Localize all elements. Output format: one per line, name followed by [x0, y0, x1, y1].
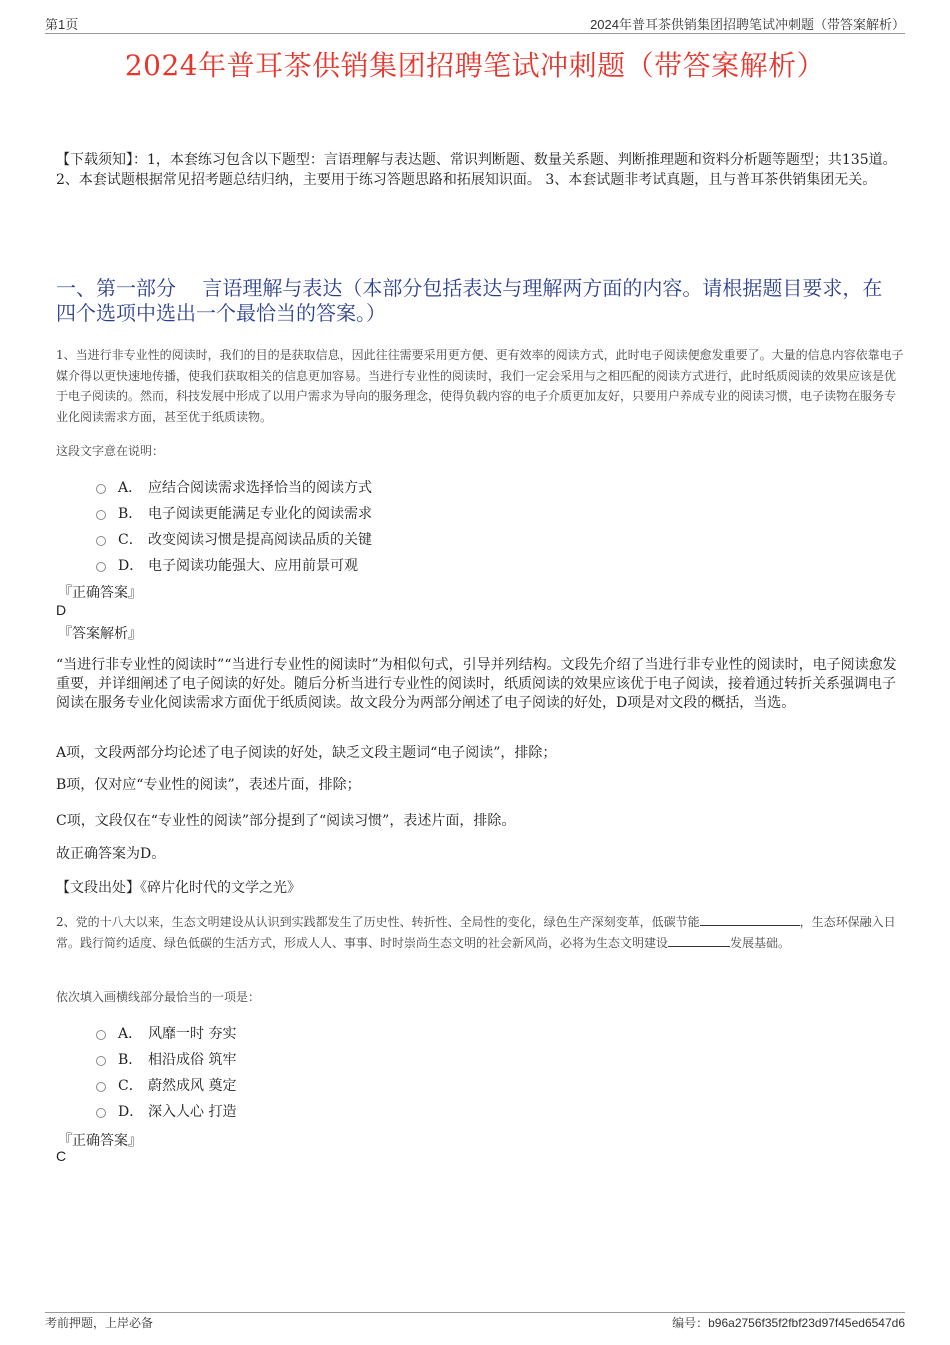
- option-text: 蔚然成风 奠定: [148, 1078, 237, 1094]
- question-1-answer: D: [56, 602, 67, 618]
- option-text: 电子阅读更能满足专业化的阅读需求: [148, 506, 372, 522]
- radio-icon[interactable]: [96, 1108, 106, 1118]
- question-2-option-b[interactable]: [96, 1049, 236, 1069]
- question-2-option-a[interactable]: [96, 1023, 236, 1043]
- header-divider: [45, 33, 905, 34]
- question-2-answer-label: 『正确答案』: [58, 1133, 142, 1149]
- header-title: 2024年普耳茶供销集团招聘笔试冲刺题（带答案解析）: [590, 17, 905, 32]
- footer-document-id: 编号：b96a2756f35f2fbf23d97f45ed6547d6: [672, 1316, 905, 1330]
- question-1-option-c[interactable]: [96, 529, 372, 549]
- radio-icon[interactable]: [96, 1056, 106, 1066]
- blank-line-2: [668, 934, 730, 947]
- option-letter: C．: [118, 532, 143, 548]
- header-page-number: 第1页: [45, 17, 79, 32]
- download-notice: 【下载须知】：1，本套练习包含以下题型：言语理解与表达题、常识判断题、数量关系题、判断推理题和资料分析题等题型；共135道。 2、本套试题根据常见招考题总结归纳，主要用于练习答题思路和拓展知识面。 3、本套试题非考试真题，且与普耳茶供销集团无关。: [56, 152, 897, 188]
- question-2-option-c[interactable]: [96, 1075, 236, 1095]
- question-1-prompt: 这段文字意在说明：: [56, 444, 165, 458]
- radio-icon[interactable]: [96, 510, 106, 520]
- option-letter: B．: [118, 506, 143, 522]
- option-text: 深入人心 打造: [148, 1104, 237, 1120]
- question-1-analysis-b: B项，仅对应“专业性的阅读”，表述片面，排除；: [56, 777, 361, 793]
- option-text: 改变阅读习惯是提高阅读品质的关键: [148, 532, 372, 548]
- question-2-answer: C: [56, 1148, 67, 1164]
- option-letter: A．: [118, 1026, 143, 1042]
- footer-slogan: 考前押题，上岸必备: [45, 1316, 154, 1330]
- question-1-analysis-paragraph: “当进行非专业性的阅读时”“当进行专业性的阅读时”为相似句式，引导并列结构。文段先介绍了当进行非专业性的阅读时，电子阅读愈发重要，并详细阐述了电子阅读的好处。随后分析当进行专业性的阅读时，纸质阅读的效果应该优于电子阅读，接着通过转折关系强调电子阅读在服务专业化阅读需求方面优于纸质阅读。故文段分为两部分阐述了电子阅读的好处，D项是对文段的概括，当选。: [56, 657, 897, 711]
- option-letter: B．: [118, 1052, 143, 1068]
- question-1-conclusion: 故正确答案为D。: [56, 846, 166, 862]
- question-1-stem: 1、当进行非专业性的阅读时，我们的目的是获取信息，因此往往需要采用更方便、更有效率的阅读方式，此时电子阅读便愈发重要了。大量的信息内容依靠电子媒介得以更快速地传播，使我们获取相关的信息更加容易。当进行专业性的阅读时，我们一定会采用与之相匹配的阅读方式进行，此时纸质阅读的效果应该是优于电子阅读的。然而，科技发展中形成了以用户需求为导向的服务理念，使得负载内容的电子介质更加友好，只要用户养成专业的阅读习惯，电子读物在服务专业化阅读需求方面，甚至优于纸质读物。: [56, 348, 904, 424]
- radio-icon[interactable]: [96, 536, 106, 546]
- radio-icon[interactable]: [96, 484, 106, 494]
- question-1-analysis-a: A项，文段两部分均论述了电子阅读的好处，缺乏文段主题词“电子阅读”，排除；: [56, 745, 557, 761]
- question-2-stem-part1: 2、党的十八大以来，生态文明建设从认识到实践都发生了历史性、转折性、全局性的变化，绿色生产深刻变革，低碳节能: [56, 915, 700, 929]
- question-1-source: 【文段出处】《碎片化时代的文学之光》: [56, 880, 301, 896]
- question-2-option-d[interactable]: [96, 1101, 236, 1121]
- footer-divider: [45, 1312, 905, 1313]
- section-heading: 一、第一部分 言语理解与表达（本部分包括表达与理解两方面的内容。请根据题目要求，在四个选项中选出一个最恰当的答案。）: [56, 276, 883, 325]
- question-1-analysis-label: 『答案解析』: [58, 626, 142, 642]
- question-2-stem-part3: 发展基础。: [730, 935, 791, 950]
- radio-icon[interactable]: [96, 1082, 106, 1092]
- radio-icon[interactable]: [96, 562, 106, 572]
- radio-icon[interactable]: [96, 1030, 106, 1040]
- option-letter: A．: [118, 480, 143, 496]
- question-2-stem: [56, 912, 906, 953]
- document-title: 2024年普耳茶供销集团招聘笔试冲刺题（带答案解析）: [124, 49, 826, 82]
- option-text: 应结合阅读需求选择恰当的阅读方式: [148, 480, 372, 496]
- option-text: 相沿成俗 筑牢: [148, 1052, 237, 1068]
- question-1-analysis-c: C项，文段仅在“专业性的阅读”部分提到了“阅读习惯”，表述片面，排除。: [56, 813, 516, 829]
- question-2-stem-part2: ，生态环保融入日常。践行简约适度、绿色低碳的生活方式，形成人人、事事、时时崇尚生态文明的社会新风尚，必将为生态文明建设: [56, 915, 896, 950]
- option-letter: C．: [118, 1078, 143, 1094]
- option-text: 风靡一时 夯实: [148, 1026, 237, 1042]
- question-1-option-b[interactable]: [96, 503, 372, 523]
- option-text: 电子阅读功能强大、应用前景可观: [148, 558, 358, 574]
- option-letter: D．: [118, 558, 144, 574]
- question-1-option-a[interactable]: [96, 477, 372, 497]
- question-1-option-d[interactable]: [96, 555, 358, 575]
- question-2-prompt: 依次填入画横线部分最恰当的一项是：: [56, 990, 261, 1004]
- blank-line-1: [700, 913, 800, 926]
- question-1-answer-label: 『正确答案』: [58, 585, 142, 601]
- option-letter: D．: [118, 1104, 144, 1120]
